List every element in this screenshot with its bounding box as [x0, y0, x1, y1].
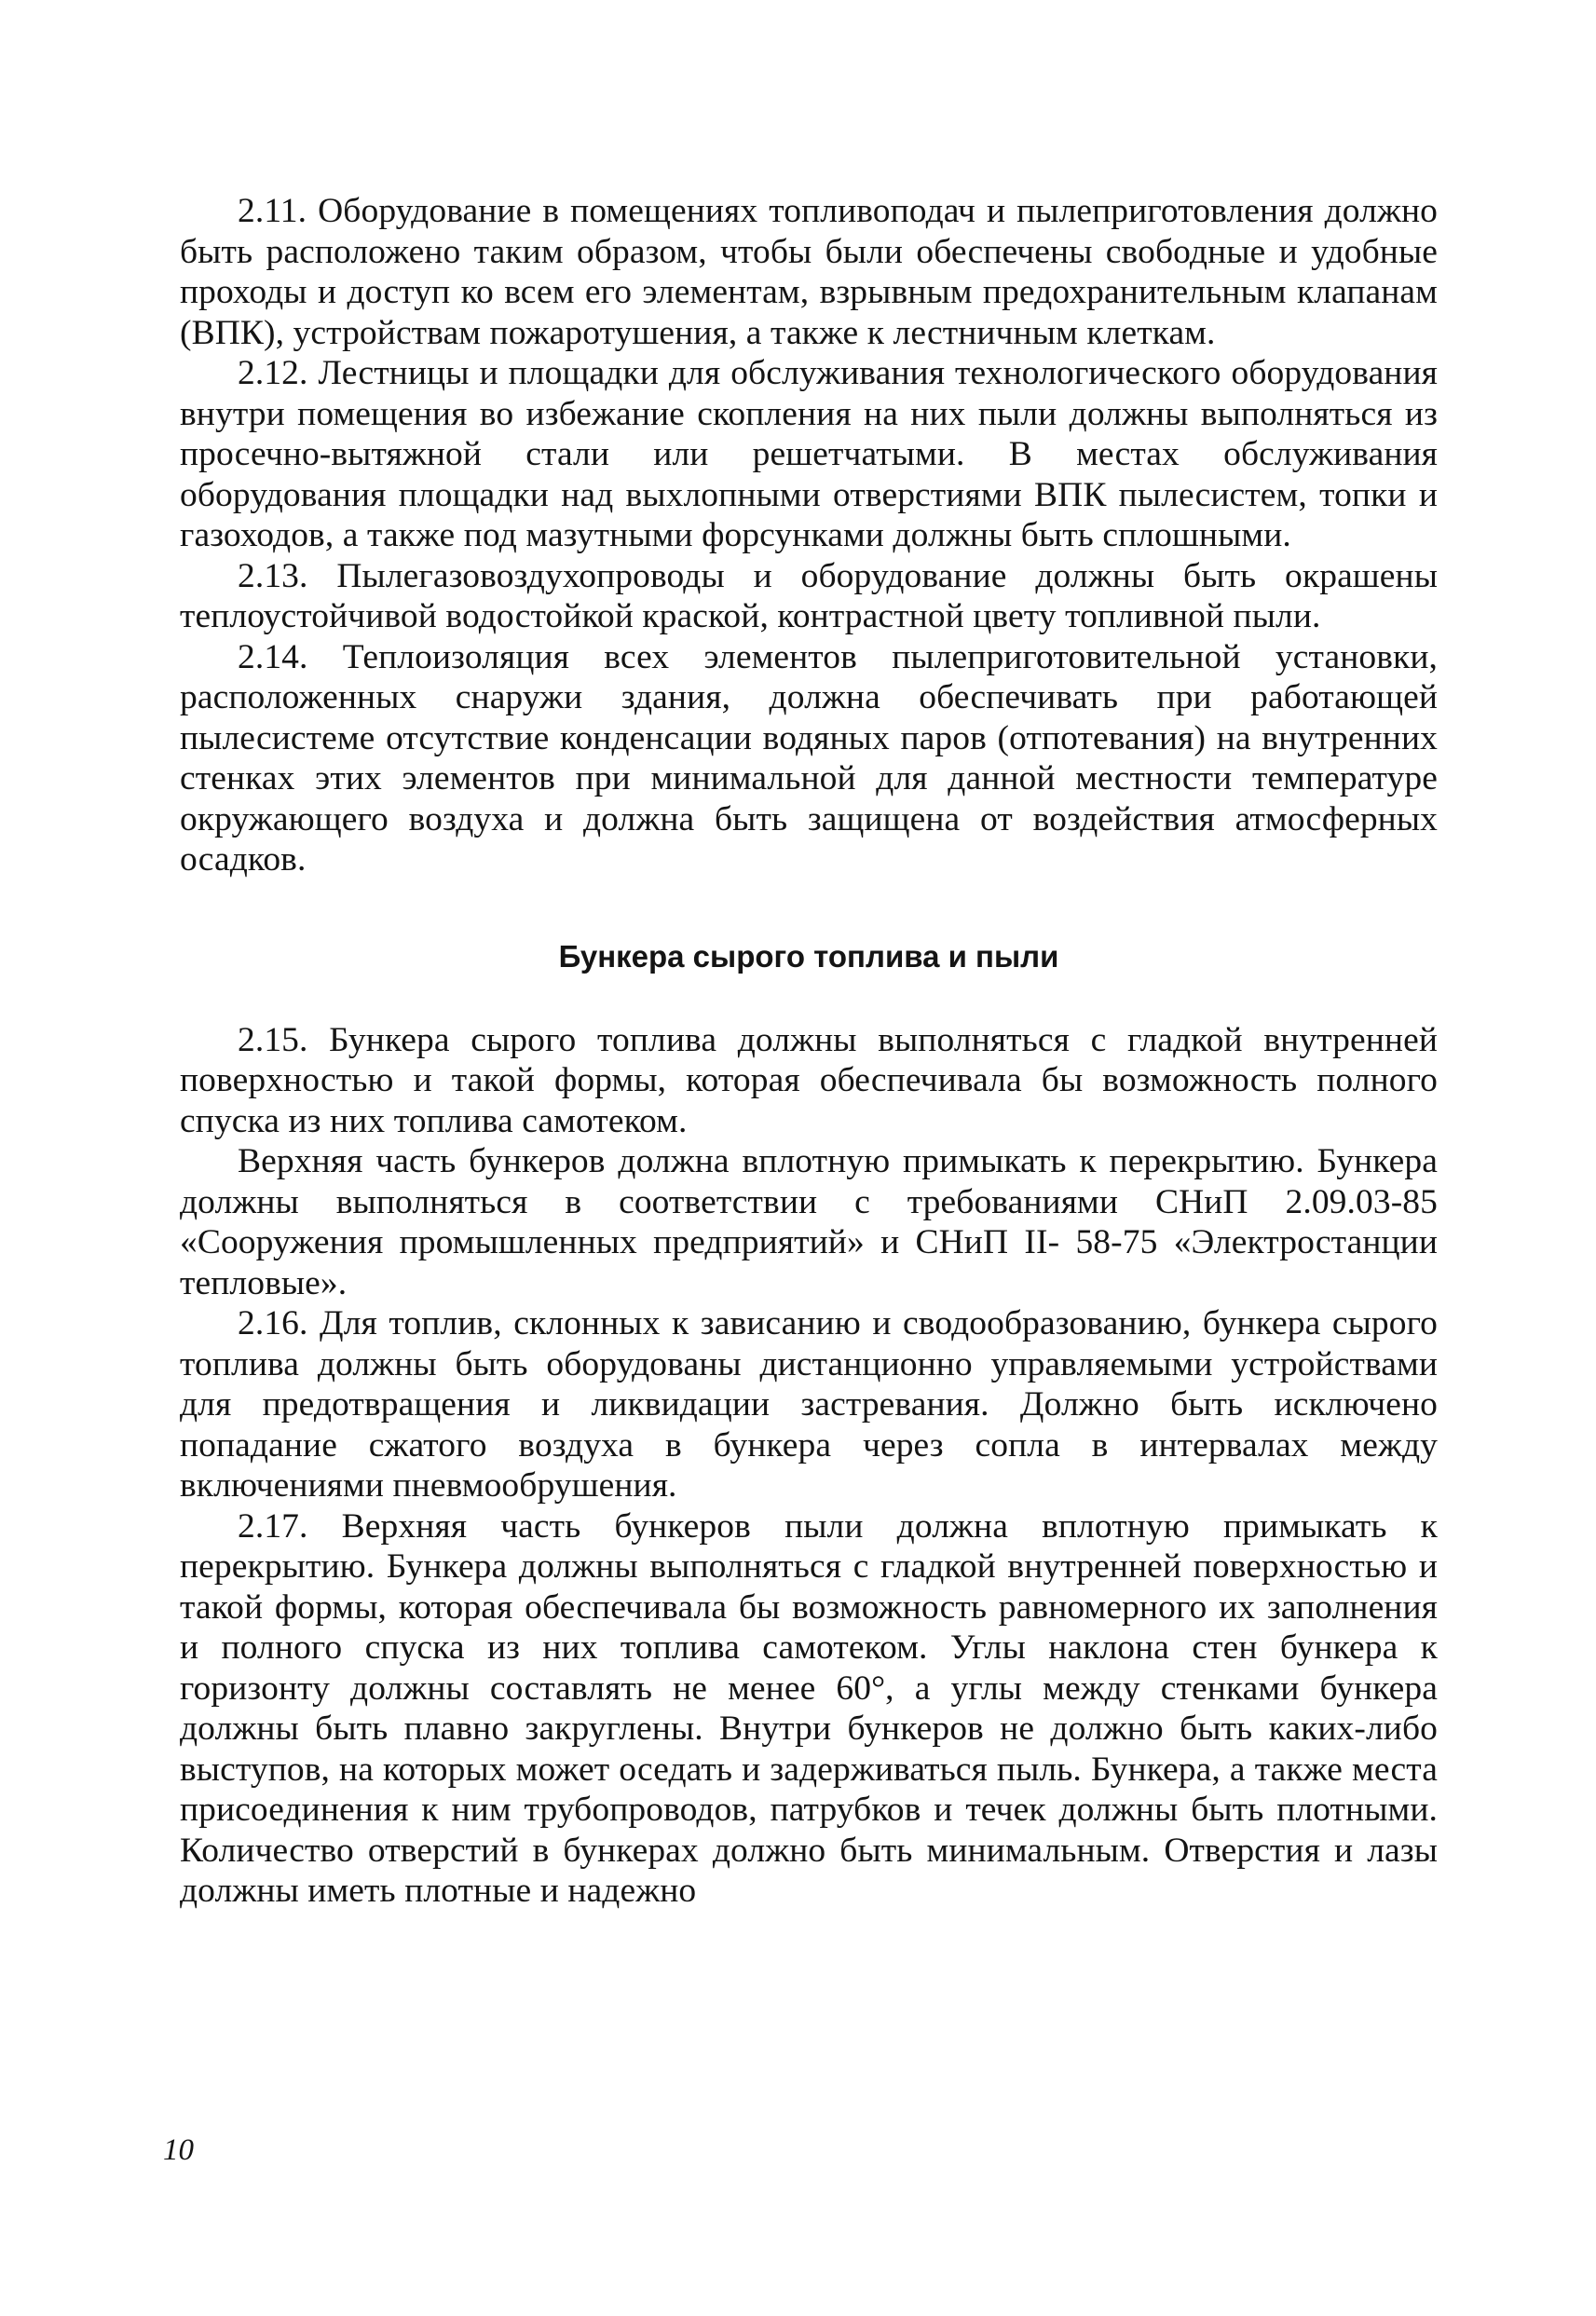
paragraph-number: 2.13. [238, 556, 308, 595]
paragraph-number: 2.11. [238, 192, 307, 230]
paragraph-group-top [180, 191, 1438, 880]
paragraph-number: 2.15. [238, 1020, 308, 1059]
document-body [180, 191, 1438, 1912]
paragraph-number: 2.14. [238, 637, 308, 676]
paragraph-2-12 [180, 353, 1438, 556]
paragraph-2-15 [180, 1020, 1438, 1142]
section-heading: Бункера сырого топлива и пыли [558, 938, 1059, 974]
paragraph-2-15-continued [180, 1141, 1438, 1303]
paragraph-2-14 [180, 637, 1438, 880]
paragraph-number: 2.17. [238, 1506, 308, 1546]
paragraph-number: 2.12. [238, 354, 308, 392]
paragraph-2-16 [180, 1303, 1438, 1506]
paragraph-2-13 [180, 556, 1438, 637]
paragraph-text: Оборудование в помещениях топливоподач и пылеприготовления должно быть расположено таким образом, чтобы были обеспечены свободные и удобные проходы и доступ ко всем его элементам, взрывным предохранительным клапанам (ВПК), устройствам пожаротушения, а также к лестничным клеткам. [180, 192, 1438, 352]
paragraph-2-11 [180, 191, 1438, 353]
paragraph-2-17 [180, 1506, 1438, 1912]
paragraph-text: Пылегазовоздухопроводы и оборудование должны быть окрашены теплоустойчивой водостойкой краской, контрастной цвету топливной пыли. [180, 556, 1438, 635]
paragraph-text: Теплоизоляция всех элементов пылеприготовительной установки, расположенных снаружи здания, должна обеспечивать при работающей пылесистеме отсутствие конденсации водяных паров (отпотевания) на внутренних стенках этих элементов при минимальной для данной местности температуре окружающего воздуха и должна быть защищена от воздействия атмосферных осадков. [180, 637, 1438, 879]
page-number: 10 [163, 2133, 194, 2167]
paragraph-text: Верхняя часть бункеров пыли должна вплотную примыкать к перекрытию. Бункера должны выполняться с гладкой внутренней поверхностью и такой формы, которая обеспечивала бы возможность равномерного их заполнения и полного спуска из них топлива самотеком. Углы наклона стен бункера к горизонту должны составлять не менее 60°, а углы между стенками бункера должны быть плавно закруглены. Внутри бункеров не должно быть каких-либо выступов, на которых может оседать и задерживаться пыль. Бункера, а также места присоединения к ним трубопроводов, патрубков и течек должны быть плотными. Количество отверстий в бункерах должно быть минимальным. Отверстия и лазы должны иметь плотные и надежно [180, 1506, 1438, 1910]
paragraph-text: Верхняя часть бункеров должна вплотную примыкать к перекрытию. Бункера должны выполняться в соответствии с требованиями СНиП 2.09.03-85 «Сооружения промышленных предприятий» и СНиП II- 58-75 «Электростанции тепловые». [180, 1142, 1438, 1302]
paragraph-number: 2.16. [238, 1304, 308, 1342]
paragraph-text: Для топлив, склонных к зависанию и сводообразованию, бункера сырого топлива должны быть оборудованы дистанционно управляемыми устройствами для предотвращения и ликвидации застревания. Должно быть исключено попадание сжатого воздуха в бункера через сопла в интервалах между включениями пневмообрушения. [180, 1304, 1438, 1505]
paragraph-group-bottom [180, 1020, 1438, 1912]
paragraph-text: Лестницы и площадки для обслуживания технологического оборудования внутри помещения во избежание скопления на них пыли должны выполняться из просечно-вытяжной стали или решетчатыми. В местах обслуживания оборудования площадки над выхлопными отверстиями ВПК пылесистем, топки и газоходов, а также под мазутными форсунками должны быть сплошными. [180, 354, 1438, 554]
paragraph-text: Бункера сырого топлива должны выполняться с гладкой внутренней поверхностью и такой формы, которая обеспечивала бы возможность полного спуска из них топлива самотеком. [180, 1020, 1438, 1140]
